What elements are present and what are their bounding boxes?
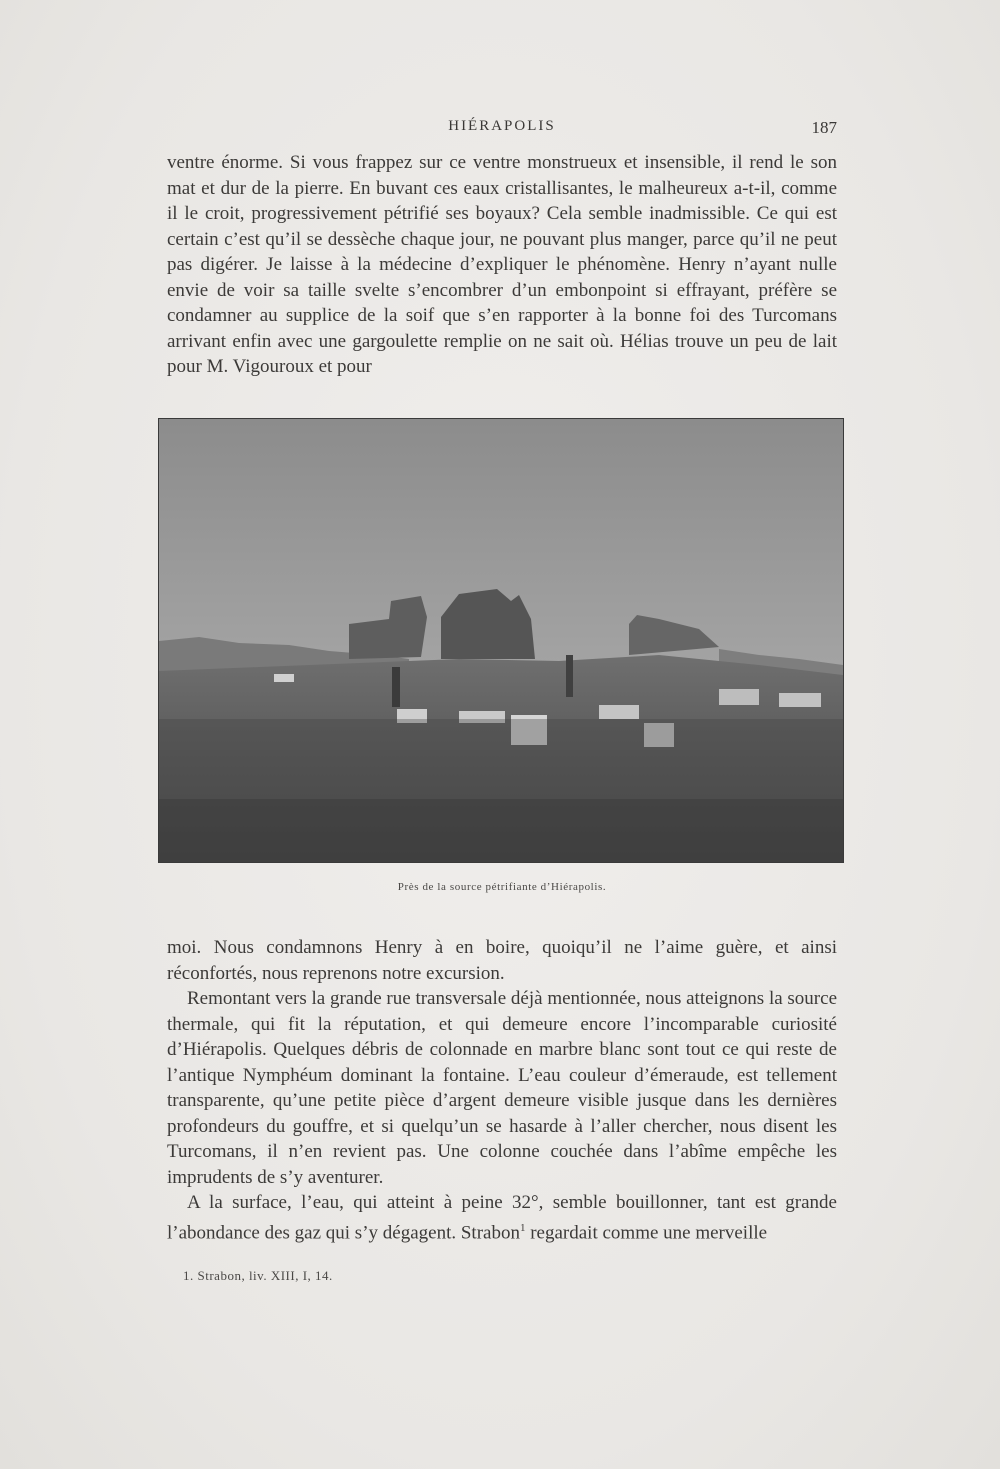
footnote-reference[interactable]: 1 xyxy=(519,1221,526,1234)
paragraph-3 xyxy=(167,1190,837,1245)
body-text-top xyxy=(167,150,837,380)
photograph-ruins xyxy=(158,418,844,863)
body-text-bottom xyxy=(167,935,837,1245)
paragraph-3-start: A la surface, l’eau, qui atteint à peine 32°, semble bouillonner, tant est grande l’abondance des gaz qui s’y dégagent. Strabon xyxy=(167,1192,837,1243)
footnote: 1. Strabon, liv. XIII, I, 14. xyxy=(183,1268,333,1283)
paragraph-3-end: regardait comme une merveille xyxy=(525,1221,768,1243)
paragraph: moi. Nous condamnons Henry à en boire, quoiqu’il ne l’aime guère, et ainsi réconfortés, nous reprenons notre excursion. xyxy=(167,937,837,984)
paragraph: ventre énorme. Si vous frappez sur ce ventre monstrueux et insensible, il rend le son mat et dur de la pierre. En buvant ces eaux cristallisantes, le malheureux a-t-il, comme il le croit, progressivement pétrifié ses boyaux? Cela semble inadmissible. Ce qui est certain c’est qu’il se dessèche chaque jour, ne pouvant plus manger, parce qu’il ne peut pas digérer. Je laisse à la médecine d’expliquer le phénomène. Henry n’ayant nulle envie de voir sa taille svelte s’encombrer d’un embonpoint si effrayant, préfère se condamner au supplice de la soif que s’en rapporter à la bonne foi des Turcomans arrivant enfin avec une gargoulette remplie on ne sait où. Hélias trouve un peu de lait pour M. Vigouroux et pour xyxy=(167,152,837,377)
running-head xyxy=(167,118,837,140)
running-title: HIÉRAPOLIS xyxy=(448,118,556,134)
figure-caption: Près de la source pétrifiante d’Hiérapolis. xyxy=(397,881,607,893)
paragraph: Remontant vers la grande rue transversale déjà mentionnée, nous atteignons la source thermale, qui fit la réputation, et qui demeure encore l’incomparable curiosité d’Hiérapolis. Quelques débris de colonnade en marbre blanc sont tout ce qui reste de l’antique Nymphéum dominant la fontaine. L’eau couleur d’émeraude, est tellement transparente, qu’une petite pièce d’argent demeure visible jusque dans les dernières profondeurs du gouffre, et si quelqu’un se hasarde à l’aller chercher, nous disent les Turcomans, il n’en revient pas. Une colonne couchée dans l’abîme empêche les imprudents de s’y aventurer. xyxy=(167,988,837,1188)
page-number: 187 xyxy=(811,118,837,137)
